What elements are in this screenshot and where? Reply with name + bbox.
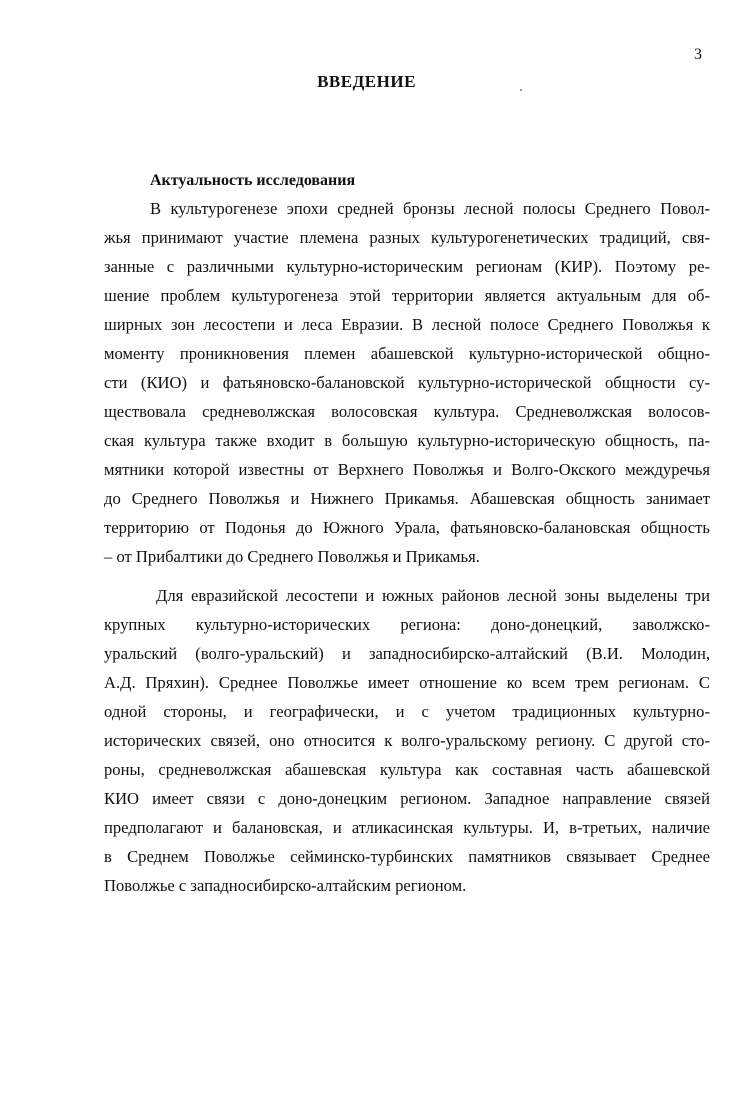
text-line: КИО имеет связи с доно-донецким регионом. Западное направление связей [104, 789, 710, 808]
page-number: 3 [694, 46, 702, 63]
text-line: В культурогенезе эпохи средней бронзы лесной полосы Среднего Повол- [150, 199, 710, 218]
text-line: исторических связей, оно относится к волго-уральскому региону. С другой сто- [104, 731, 710, 750]
text-line: Для евразийской лесостепи и южных районов лесной зоны выделены три [156, 586, 710, 605]
text-line: сти (КИО) и фатьяновско-балановской культурно-исторической общности су- [104, 373, 710, 392]
section-heading: Актуальность исследования [150, 172, 356, 189]
page-title: ВВЕДЕНИЕ [317, 72, 416, 91]
text-line: жья принимают участие племена разных культурогенетических традиций, свя- [104, 228, 710, 247]
text-line: мятники которой известны от Верхнего Поволжья и Волго-Окского междуречья [104, 460, 710, 479]
text-line: территорию от Подонья до Южного Урала, фатьяновско-балановская общность [104, 518, 710, 537]
text-line: ская культура также входит в большую культурно-историческую общность, па- [104, 431, 710, 450]
text-line: ществовала средневолжская волосовская культура. Средневолжская волосов- [104, 402, 710, 421]
paragraph-2 [104, 581, 710, 900]
text-line: шение проблем культурогенеза этой территории является актуальным для об- [104, 286, 710, 305]
text-line: одной стороны, и географически, и с учетом традиционных культурно- [104, 702, 710, 721]
text-line: уральский (волго-уральский) и западносибирско-алтайский (В.И. Молодин, [104, 644, 710, 663]
text-line: моменту проникновения племен абашевской культурно-исторической общно- [104, 344, 710, 363]
text-line: Поволжье с западносибирско-алтайским регионом. [104, 876, 467, 895]
text-line: до Среднего Поволжья и Нижнего Прикамья. Абашевская общность занимает [104, 489, 710, 508]
text-line: в Среднем Поволжье сейминско-турбинских памятников связывает Среднее [104, 847, 710, 866]
text-line: А.Д. Пряхин). Среднее Поволжье имеет отношение ко всем трем регионам. С [104, 673, 710, 692]
scan-speck [520, 89, 522, 91]
text-line: занные с различными культурно-историческим регионам (КИР). Поэтому ре- [104, 257, 710, 276]
text-line: – от Прибалтики до Среднего Поволжья и Прикамья. [104, 547, 480, 566]
text-line: предполагают и балановская, и атликасинская культуры. И, в-третьих, наличие [104, 818, 710, 837]
text-line: крупных культурно-исторических региона: доно-донецкий, заволжско- [104, 615, 710, 634]
text-line: ширных зон лесостепи и леса Евразии. В лесной полосе Среднего Поволжья к [104, 315, 710, 334]
paragraph-1 [104, 194, 710, 571]
text-line: роны, средневолжская абашевская культура как составная часть абашевской [104, 760, 710, 779]
